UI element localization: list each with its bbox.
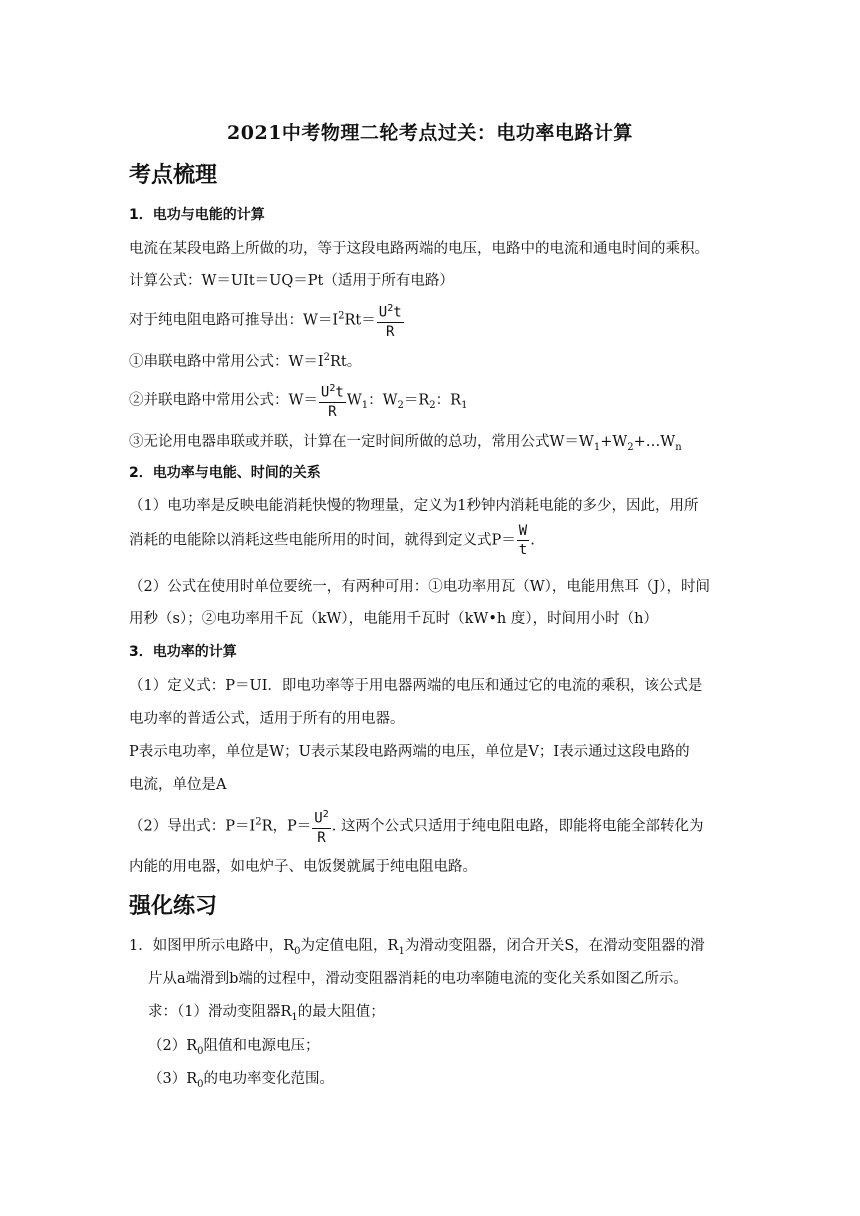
formula-line: ②并联电路中常用公式：W＝ $\frac{U^2t}{R}$ $W_1$：$W_2=R_2$：$R_1$	[129, 380, 739, 421]
paragraph-line: （1）定义式：P＝UI．即电功率等于用电器两端的电压和通过它的电流的乘积，该公式是	[129, 678, 703, 694]
question-line: 求：（1）滑动变阻器$R_1$的最大阻值；	[148, 1004, 385, 1023]
fraction-u2t-over-r: $\frac{U^2t}{R}$	[377, 300, 404, 341]
paragraph-line: 电流，单位是A	[129, 777, 227, 793]
paragraph-line: （1）电功率是反映电能消耗快慢的物理量，定义为1秒钟内消耗电能的多少，因此，用所	[129, 498, 699, 514]
section-heading-practice: 强化练习	[129, 894, 218, 919]
fraction-u2-over-r: $\frac{U^2}{R}$	[312, 806, 330, 847]
subsection-heading-1: 1．电功与电能的计算	[129, 207, 265, 223]
paragraph-line: （2）公式在使用时单位要统一，有两种可用：①电功率用瓦（W），电能用焦耳（J），时间	[129, 579, 710, 595]
fraction-w-over-t: $\frac{W}{t}$	[518, 523, 528, 558]
subsection-heading-2: 2．电功率与电能、时间的关系	[129, 465, 321, 481]
paragraph-line: P表示电功率，单位是W；U表示某段电路两端的电压，单位是V；I表示通过这段电路的	[129, 744, 690, 760]
page-title: 2021中考物理二轮考点过关：电功率电路计算	[227, 122, 633, 144]
question-line: $(2)R_0$阻值和电源电压；	[148, 1038, 320, 1057]
formula-line: （2）导出式：$P=I^2R$，P＝ $\frac{U^2}{R}$ . 这两个公式只适用于纯电阻电路，即能将电能全部转化为	[129, 806, 739, 847]
question-line: 1．如图甲所示电路中，$R_0$为定值电阻，$R_1$为滑动变阻器，闭合开关S，在滑动变阻器的滑	[129, 938, 705, 957]
question-line: 片从a端滑到b端的过程中，滑动变阻器消耗的电功率随电流的变化关系如图乙所示。	[148, 971, 688, 987]
formula-line: ③无论用电器串联或并联，计算在一定时间所做的总功，常用公式$W=W_1+W_2+\dots W_n$	[129, 434, 682, 453]
formula-line: 消耗的电能除以消耗这些电能所用的时间，就得到定义式P＝ $\frac{W}{t}$ .	[129, 523, 535, 558]
section-heading-review: 考点梳理	[129, 163, 218, 188]
formula-line: ①串联电路中常用公式：$W=I^2Rt$。	[129, 352, 362, 370]
subsection-heading-3: 3．电功率的计算	[129, 644, 237, 660]
paragraph-line: 内能的用电器，如电炉子、电饭煲就属于纯电阻电路。	[129, 859, 477, 875]
question-line: $(3)R_0$的电功率变化范围。	[148, 1071, 335, 1090]
paragraph-line: 计算公式：W＝UIt＝UQ＝Pt（适用于所有电路）	[129, 273, 454, 289]
paragraph-line: 用秒（s）；②电功率用千瓦（kW），电能用千瓦时（kW•h 度），时间用小时（h）	[129, 611, 658, 627]
formula-line: 对于纯电阻电路可推导出：$W=I^2Rt=$ $\frac{U^2t}{R}$	[129, 300, 739, 341]
paragraph-line: 电流在某段电路上所做的功，等于这段电路两端的电压，电路中的电流和通电时间的乘积。	[129, 241, 709, 257]
fraction-u2t-over-r: $\frac{U^2t}{R}$	[319, 380, 346, 421]
paragraph-line: 电功率的普适公式，适用于所有的用电器。	[129, 711, 405, 727]
